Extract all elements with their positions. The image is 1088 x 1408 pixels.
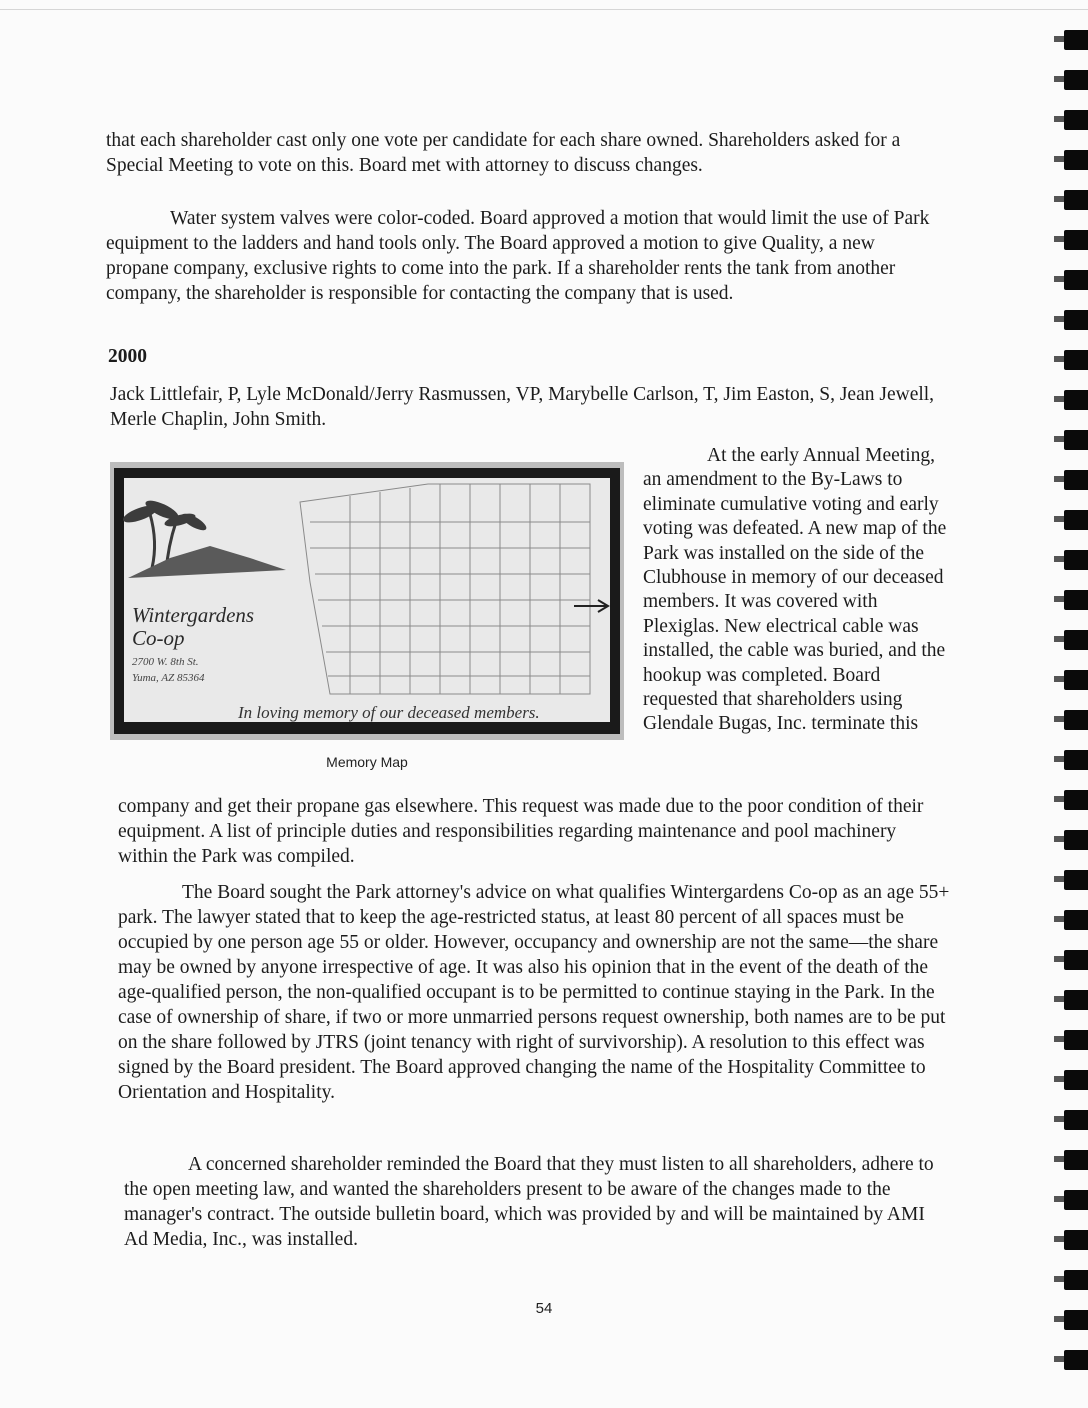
binding-ring (1064, 1030, 1088, 1050)
sign-title-line-2: Co-op (132, 626, 185, 650)
binding-ring (1064, 470, 1088, 490)
binding-ring (1064, 510, 1088, 530)
binding-ring (1064, 790, 1088, 810)
binding-ring (1064, 870, 1088, 890)
paragraph-propane-continued: company and get their propane gas elsewhere. This request was made due to the poor condition of their equipment. A list of principle duties and responsibilities regarding maintenance and pool machinery within the Park was compiled. (118, 796, 924, 867)
binding-ring (1064, 630, 1088, 650)
binding-ring (1064, 350, 1088, 370)
paragraph-annual-meeting (643, 444, 953, 737)
binding-ring (1064, 270, 1088, 290)
binding-ring (1064, 750, 1088, 770)
annual-meeting-text: At the early Annual Meeting, an amendment to the By-Laws to eliminate cumulative voting and early voting was defeated. A new map of the Park was installed on the side of the Clubhouse in memory of our deceased members. It was covered with Plexiglas. New electrical cable was installed, the cable was buried, and the hookup was completed. Board requested that shareholders using Glendale Bugas, Inc. terminate this (643, 445, 947, 735)
page-edge-line (0, 9, 1088, 10)
binding-ring (1064, 1110, 1088, 1130)
binding-ring (1064, 390, 1088, 410)
year-heading: 2000 (108, 346, 147, 367)
binding-ring (1064, 1190, 1088, 1210)
paragraph-cumulative-voting: that each shareholder cast only one vote per candidate for each share owned. Shareholders asked for a Special Meeting to vote on this. Board met with attorney to discuss changes. (106, 130, 901, 176)
binding-ring (1064, 190, 1088, 210)
binding-ring (1064, 670, 1088, 690)
binding-ring (1064, 1230, 1088, 1250)
binding-ring (1064, 990, 1088, 1010)
binding-ring (1064, 1150, 1088, 1170)
figure-caption: Memory Map (326, 754, 408, 770)
sign-title-line-1: Wintergardens (132, 603, 255, 627)
binding-ring (1064, 430, 1088, 450)
spiral-binding (1054, 30, 1088, 1390)
binding-ring (1064, 150, 1088, 170)
binding-ring (1064, 830, 1088, 850)
memory-map-photo (110, 462, 624, 740)
page-number: 54 (535, 1300, 553, 1317)
binding-ring (1064, 310, 1088, 330)
officers-list: Jack Littlefair, P, Lyle McDonald/Jerry Rasmussen, VP, Marybelle Carlson, T, Jim Easton, S, Jean Jewell, Merle Chaplin, John Smith. (110, 384, 935, 430)
paragraph-attorney-advice: The Board sought the Park attorney's advice on what qualifies Wintergardens Co-op as an age 55+ park. The lawyer stated that to keep the age-restricted status, at least 80 percent of all spaces must be occupied by one person age 55 or older. However, occupancy and ownership are not the same—the share may be owned by anyone irrespective of age. It was also his opinion that in the event of the death of the age-qualified person, the non-qualified occupant is to be permitted to continue staying in the Park. In the case of ownership of share, if two or more unmarried persons request ownership, both names are to be put on the share followed by JTRS (joint tenancy with right of survivorship). A resolution to this effect was signed by the Board president. The Board approved changing the name of the Hospitality Committee to Orientation and Hospitality. (118, 882, 950, 1103)
binding-ring (1064, 1270, 1088, 1290)
paragraph-water-system: Water system valves were color-coded. Board approved a motion that would limit the use of Park equipment to the ladders and hand tools only. The Board approved a motion to give Quality, a new propane company, exclusive rights to come into the park. If a shareholder rents the tank from another company, the shareholder is responsible for contacting the company that is used. (106, 208, 930, 304)
binding-ring (1064, 590, 1088, 610)
binding-ring (1064, 1070, 1088, 1090)
binding-ring (1064, 950, 1088, 970)
binding-ring (1064, 910, 1088, 930)
binding-ring (1064, 110, 1088, 130)
binding-ring (1064, 550, 1088, 570)
binding-ring (1064, 30, 1088, 50)
paragraph-concerned-shareholder: A concerned shareholder reminded the Board that they must listen to all shareholders, adhere to the open meeting law, and wanted the shareholders present to be aware of the changes made to the manager's contract. The outside bulletin board, which was provided by and will be maintained by AMI Ad Media, Inc., was installed. (124, 1154, 934, 1250)
sign-dedication: In loving memory of our deceased members. (238, 703, 540, 722)
sign-address-line-2: Yuma, AZ 85364 (132, 672, 205, 684)
binding-ring (1064, 710, 1088, 730)
binding-ring (1064, 230, 1088, 250)
binding-ring (1064, 1350, 1088, 1370)
binding-ring (1064, 70, 1088, 90)
sign-address-line-1: 2700 W. 8th St. (132, 656, 199, 668)
